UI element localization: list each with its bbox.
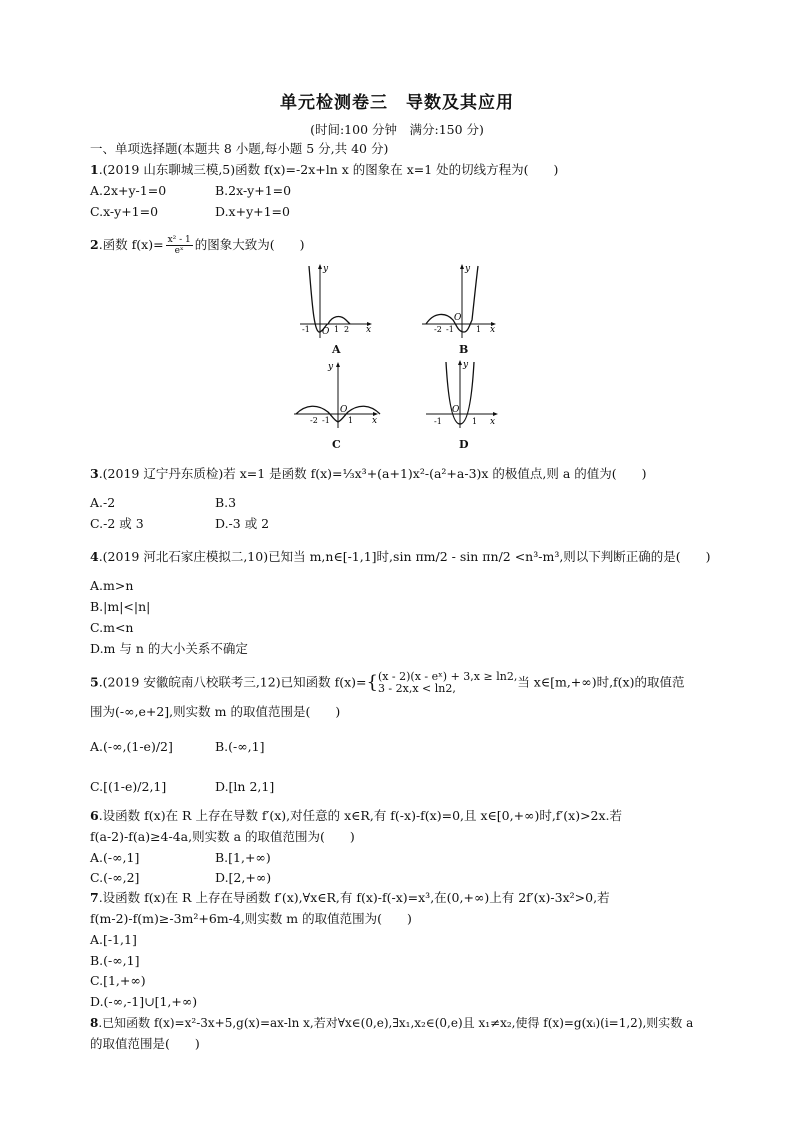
q1-option-c: C.x-y+1=0 <box>90 204 159 219</box>
svg-text:x: x <box>490 325 496 335</box>
question-5-stem: 5.(2019 安徽皖南八校联考三,12)已知函数 f(x)={ (x - 2)(x - eˣ) + 3,x ≥ ln2, 3 - 2x,x < ln2, 当 x∈[m,+∞)时,f(x)的取值范 <box>90 670 685 695</box>
question-2-stem: 2.函数 f(x)= $\frac{\text{x² - 1}}{\text{eˣ}}$ 的图象大致为( ) <box>90 235 305 256</box>
svg-text:y: y <box>328 362 334 372</box>
q7-option-c: C.[1,+∞) <box>90 973 146 988</box>
graph-d <box>424 358 504 432</box>
svg-text:x: x <box>366 325 372 335</box>
svg-text:y: y <box>465 264 471 274</box>
svg-text:O: O <box>454 313 462 323</box>
q5-option-d: D.[ln 2,1] <box>215 779 275 794</box>
svg-text:1: 1 <box>348 416 354 425</box>
question-1-stem: 1.(2019 山东聊城三模,5)函数 f(x)=-2x+ln x 的图象在 x=1 处的切线方程为( ) <box>90 162 559 177</box>
question-7-stem: 7.设函数 f(x)在 R 上存在导函数 f′(x),∀x∈R,有 f(x)-f(-x)=x³,在(0,+∞)上有 2f′(x)-3x²>0,若 <box>90 890 610 905</box>
svg-text:x: x <box>490 417 496 427</box>
q3-option-b: B.3 <box>215 495 237 510</box>
q6-option-d: D.[2,+∞) <box>215 870 272 885</box>
svg-text:1: 1 <box>476 325 482 334</box>
graph-c-label: C <box>332 438 341 451</box>
q5-option-c: C.[(1-e)/2,1] <box>90 779 167 794</box>
question-8-line2: 的取值范围是( ) <box>90 1036 200 1051</box>
svg-text:x: x <box>372 416 378 426</box>
question-5-line2: 围为(-∞,e+2],则实数 m 的取值范围是( ) <box>90 704 341 719</box>
question-7-line2: f(m-2)-f(m)≥-3m²+6m-4,则实数 m 的取值范围为( ) <box>90 911 412 926</box>
svg-text:1: 1 <box>334 325 340 334</box>
q5-option-b: B.(-∞,1] <box>215 739 265 754</box>
q3-option-d: D.-3 或 2 <box>215 516 270 531</box>
page-title: 单元检测卷三 导数及其应用 <box>280 93 514 113</box>
svg-text:-2: -2 <box>310 416 318 425</box>
graph-c <box>292 360 384 430</box>
svg-text:-1: -1 <box>446 325 454 334</box>
svg-text:-2: -2 <box>434 325 442 334</box>
question-6-stem: 6.设函数 f(x)在 R 上存在导数 f′(x),对任意的 x∈R,有 f(-x)-f(x)=0,且 x∈[0,+∞)时,f′(x)>2x.若 <box>90 808 623 823</box>
q6-option-a: A.(-∞,1] <box>90 850 140 865</box>
q4-option-d: D.m 与 n 的大小关系不确定 <box>90 641 248 656</box>
graph-d-label: D <box>459 438 469 451</box>
q4-option-a: A.m>n <box>90 578 134 593</box>
graph-b <box>420 262 500 340</box>
q6-option-c: C.(-∞,2] <box>90 870 140 885</box>
q7-option-d: D.(-∞,-1]∪[1,+∞) <box>90 994 198 1009</box>
svg-text:-1: -1 <box>302 325 310 334</box>
svg-text:-1: -1 <box>322 416 330 425</box>
svg-text:O: O <box>340 405 348 415</box>
graph-b-label: B <box>459 343 469 356</box>
q7-option-b: B.(-∞,1] <box>90 953 140 968</box>
q1-option-b: B.2x-y+1=0 <box>215 183 292 198</box>
q1-option-a: A.2x+y-1=0 <box>90 183 167 198</box>
q6-option-b: B.[1,+∞) <box>215 850 271 865</box>
q3-option-c: C.-2 或 3 <box>90 516 144 531</box>
graph-a-label: A <box>332 343 341 356</box>
question-8-stem: 8.已知函数 f(x)=x²-3x+5,g(x)=ax-ln x,若对∀x∈(0,e),∃x₁,x₂∈(0,e)且 x₁≠x₂,使得 f(x)=g(xᵢ)(i=1,2),则实数 a <box>90 1016 694 1030</box>
svg-text:1: 1 <box>472 417 478 426</box>
question-6-line2: f(a-2)-f(a)≥4-4a,则实数 a 的取值范围为( ) <box>90 829 355 844</box>
svg-text:-1: -1 <box>434 417 442 426</box>
section-heading: 一、单项选择题(本题共 8 小题,每小题 5 分,共 40 分) <box>90 141 389 156</box>
q4-option-b: B.|m|<|n| <box>90 599 151 614</box>
svg-text:O: O <box>452 405 460 415</box>
question-4-stem: 4.(2019 河北石家庄模拟二,10)已知当 m,n∈[-1,1]时,sin πm/2 - sin πn/2 <n³-m³,则以下判断正确的是( ) <box>90 549 711 564</box>
svg-text:y: y <box>323 264 329 274</box>
page-subtitle: (时间:100 分钟 满分:150 分) <box>310 122 484 137</box>
q1-option-d: D.x+y+1=0 <box>215 204 290 219</box>
svg-text:y: y <box>463 360 469 370</box>
question-3-stem: 3.(2019 辽宁丹东质检)若 x=1 是函数 f(x)=⅓x³+(a+1)x²-(a²+a-3)x 的极值点,则 a 的值为( ) <box>90 466 647 481</box>
q7-option-a: A.[-1,1] <box>90 932 137 947</box>
graph-a <box>296 262 376 340</box>
q4-option-c: C.m<n <box>90 620 134 635</box>
q5-option-a: A.(-∞,(1-e)/2] <box>90 739 173 754</box>
q3-option-a: A.-2 <box>90 495 116 510</box>
svg-text:O: O <box>322 327 330 337</box>
svg-text:2: 2 <box>344 325 350 334</box>
